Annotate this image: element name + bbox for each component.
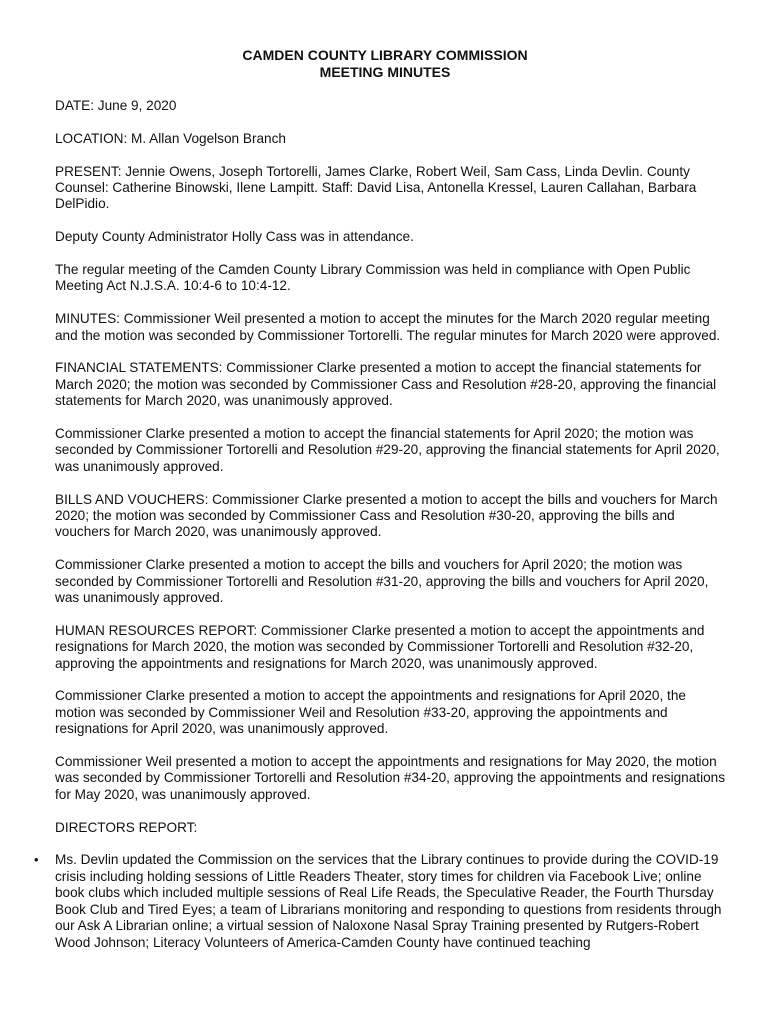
date-line: DATE: June 9, 2020	[55, 98, 177, 113]
title-line-1: CAMDEN COUNTY LIBRARY COMMISSION	[242, 47, 528, 63]
document-header	[0, 47, 770, 81]
hr-paragraph-2: Commissioner Clarke presented a motion to accept the appointments and resignations for April 2020, the motion was seconded by Commissioner Weil and Resolution #33-20, approving the appointments and resignations for April 2020, was unanimously approved.	[55, 688, 686, 737]
financial-paragraph-2: Commissioner Clarke presented a motion to accept the financial statements for April 2020; the motion was seconded by Commissioner Tortorelli and Resolution #29-20, approving the financial statements for April 2020, was unanimously approved.	[55, 426, 720, 474]
hr-paragraph-1: HUMAN RESOURCES REPORT: Commissioner Clarke presented a motion to accept the appointments and resignations for March 2020, the motion was seconded by Commissioner Tortorelli and Resolution #32-20, approving the appointments and resignations for March 2020, was unanimously approved.	[55, 622, 705, 671]
compliance-paragraph: The regular meeting of the Camden County Library Commission was held in compliance with Open Public Meeting Act N.J.S.A. 10:4-6 to 10:4-12.	[55, 262, 691, 294]
present-paragraph: PRESENT: Jennie Owens, Joseph Tortorelli, James Clarke, Robert Weil, Sam Cass, Linda Devlin. County Counsel: Catherine Binowski, Ilene Lampitt. Staff: David Lisa, Antonella Kressel, Lauren Callahan, Barbara DelPidio.	[55, 163, 697, 212]
minutes-paragraph: MINUTES: Commissioner Weil presented a motion to accept the minutes for the March 2020 regular meeting and the motion was seconded by Commissioner Tortorelli. The regular minutes for March 2020 were approved.	[55, 311, 721, 343]
financial-paragraph-1: FINANCIAL STATEMENTS: Commissioner Clarke presented a motion to accept the financial statements for March 2020; the motion was seconded by Commissioner Cass and Resolution #28-20, approving the financial statements for March 2020, was unanimously approved.	[55, 360, 717, 409]
bills-paragraph-1: BILLS AND VOUCHERS: Commissioner Clarke presented a motion to accept the bills and vouchers for March 2020; the motion was seconded by Commissioner Cass and Resolution #30-20, approving the bills and vouchers for March 2020, was unanimously approved.	[55, 491, 718, 540]
location-line: LOCATION: M. Allan Vogelson Branch	[55, 130, 286, 146]
hr-paragraph-3: Commissioner Weil presented a motion to accept the appointments and resignations for May 2020, the motion was seconded by Commissioner Tortorelli and Resolution #34-20, approving the appointments and resignations for May 2020, was unanimously approved.	[55, 754, 726, 802]
directors-bullet-text: Ms. Devlin updated the Commission on the services that the Library continues to provide during the COVID-19 crisis including holding sessions of Little Readers Theater, story times for children via Facebook Live; online book clubs which included multiple sessions of Real Life Reads, the Speculative Reader, the Fourth Thursday Book Club and Tired Eyes; a team of Librarians monitoring and responding to questions from residents through our Ask A Librarian online; a virtual session of Naloxone Nasal Spray Training presented by Rutgers-Robert Wood Johnson; Literacy Volunteers of America-Camden County have continued teaching	[55, 852, 722, 950]
bullet-icon: •	[34, 852, 39, 868]
attendance-paragraph: Deputy County Administrator Holly Cass was in attendance.	[55, 229, 414, 245]
bills-paragraph-2: Commissioner Clarke presented a motion to accept the bills and vouchers for April 2020; the motion was seconded by Commissioner Tortorelli and Resolution #31-20, approving the bills and vouchers for April 2020, was unanimously approved.	[55, 557, 709, 606]
document-body	[34, 98, 727, 951]
directors-bullet-item	[34, 852, 727, 950]
directors-heading: DIRECTORS REPORT:	[55, 819, 198, 835]
title-line-2: MEETING MINUTES	[319, 64, 451, 80]
